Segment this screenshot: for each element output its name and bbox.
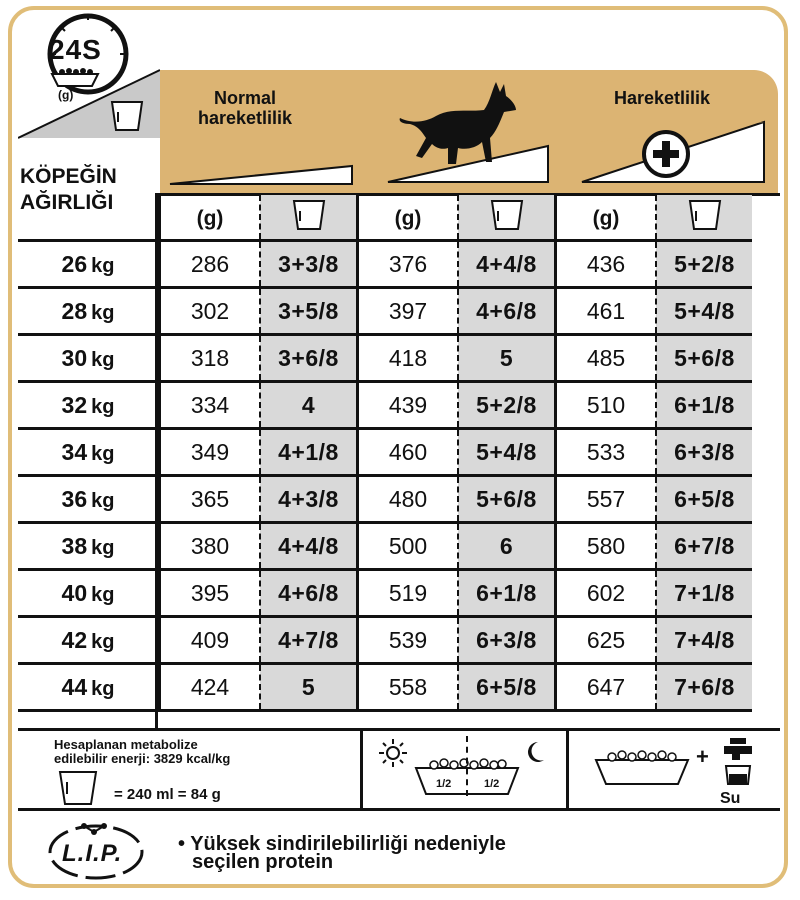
half-portion-left: 1/2 [436,778,452,790]
cup-equivalence: = 240 ml = 84 g [114,786,221,803]
weight-cell [18,429,160,476]
footer-rule-top [18,728,780,731]
normal-cups-cell: 3+5/8 [260,288,358,335]
weight-unit: kg [91,301,115,324]
dog-weight-label: KÖPEĞİN AĞIRLIĞI [20,165,117,214]
weight-cell [18,288,160,335]
medium-grams-cell: 480 [358,476,459,523]
medium-grams-cell: 376 [358,241,459,288]
subheader-cup [656,195,752,241]
dog-silhouette-icon [392,78,522,170]
high-grams-cell: 510 [556,382,657,429]
time-label: 24S [49,34,102,65]
plus-icon [640,128,692,180]
medium-grams-cell: 558 [358,664,459,711]
table-row [18,288,752,335]
medium-grams-cell: 397 [358,288,459,335]
subheader-g: (g) [160,195,261,241]
high-cups-cell: 5+4/8 [656,288,752,335]
weight-unit: kg [91,677,115,700]
medium-cups-cell: 4+6/8 [458,288,556,335]
medium-cups-cell: 6+3/8 [458,617,556,664]
bowl-divider [466,736,468,796]
high-cups-cell: 6+5/8 [656,476,752,523]
water-tap-icon [716,736,760,786]
food-bowl-icon [50,66,100,88]
high-grams-cell: 647 [556,664,657,711]
high-grams-cell: 625 [556,617,657,664]
table-row [18,241,752,288]
water-label: Su [720,790,741,807]
medium-grams-cell: 539 [358,617,459,664]
table-row [18,429,752,476]
normal-cups-cell: 4+7/8 [260,617,358,664]
high-cups-cell: 6+1/8 [656,382,752,429]
high-cups-cell: 7+1/8 [656,570,752,617]
normal-grams-cell: 365 [160,476,261,523]
weight-unit: kg [91,348,115,371]
high-activity-title: Hareketlilik [613,88,711,108]
medium-cups-cell: 6+1/8 [458,570,556,617]
high-grams-cell: 580 [556,523,657,570]
normal-cups-cell: 4+1/8 [260,429,358,476]
subheader-cup [260,195,358,241]
weight-cell [18,382,160,429]
medium-cups-cell: 4+4/8 [458,241,556,288]
low-slope-icon [168,160,356,188]
normal-cups-cell: 4+4/8 [260,523,358,570]
weight-value: 34 [61,438,88,465]
weight-value: 36 [61,485,88,512]
weight-cell [18,476,160,523]
weight-unit: kg [91,442,115,465]
high-grams-cell: 557 [556,476,657,523]
medium-cups-cell: 5+6/8 [458,476,556,523]
medium-grams-cell: 500 [358,523,459,570]
high-cups-cell: 7+4/8 [656,617,752,664]
normal-cups-cell: 4+3/8 [260,476,358,523]
weight-cell [18,335,160,382]
high-cups-cell: 6+3/8 [656,429,752,476]
normal-grams-cell: 424 [160,664,261,711]
normal-grams-cell: 409 [160,617,261,664]
weight-value: 28 [61,297,88,324]
normal-cups-cell: 4+6/8 [260,570,358,617]
weight-cell [18,523,160,570]
normal-cups-cell: 5 [260,664,358,711]
normal-cups-cell: 3+6/8 [260,335,358,382]
high-grams-cell: 533 [556,429,657,476]
half-portion-right: 1/2 [484,778,500,790]
weight-value: 26 [61,250,88,277]
medium-grams-cell: 439 [358,382,459,429]
weight-cell [18,570,160,617]
weight-value: 38 [61,532,88,559]
measuring-cup-icon [688,197,722,231]
high-grams-cell: 436 [556,241,657,288]
normal-grams-cell: 380 [160,523,261,570]
high-grams-cell: 602 [556,570,657,617]
sun-icon [378,738,408,768]
table-row [18,570,752,617]
footer-vline-1 [360,728,363,810]
normal-grams-cell: 318 [160,335,261,382]
table-row [18,664,752,711]
measuring-cup-icon [292,197,326,231]
high-cups-cell: 5+6/8 [656,335,752,382]
weight-unit: kg [91,536,115,559]
medium-grams-cell: 519 [358,570,459,617]
table-subheader-row [18,195,752,241]
protein-note-line2: seçilen protein [192,851,334,873]
high-cups-cell: 7+6/8 [656,664,752,711]
subheader-g: (g) [358,195,459,241]
normal-cups-cell: 4 [260,382,358,429]
weight-value: 42 [61,626,88,653]
table-row [18,617,752,664]
table-row [18,476,752,523]
energy-label-line1: Hesaplanan metabolize [54,737,198,752]
weight-cell [18,617,160,664]
feeding-table-grid [18,195,752,712]
plus-sign: + [696,744,709,769]
moon-icon [524,740,546,764]
weight-cell [18,664,160,711]
medium-cups-cell: 5 [458,335,556,382]
normal-activity-title: Normal hareketlilik [197,88,293,128]
subheader-g: (g) [556,195,657,241]
weight-unit: kg [91,489,115,512]
weight-unit: kg [91,254,115,277]
medium-grams-cell: 460 [358,429,459,476]
medium-cups-cell: 5+4/8 [458,429,556,476]
medium-grams-cell: 418 [358,335,459,382]
energy-label-line2: edilebilir enerji: 3829 kcal/kg [54,751,231,766]
medium-cups-cell: 5+2/8 [458,382,556,429]
table-row [18,382,752,429]
measuring-cup-icon [58,768,98,806]
footer-rule-bottom [18,808,780,811]
weight-value: 40 [61,579,88,606]
protein-note-line1: • Yüksek sindirilebilirliği nedeniyle [178,833,506,855]
weight-value: 44 [61,673,88,700]
medium-cups-cell: 6 [458,523,556,570]
weight-value: 30 [61,344,88,371]
high-cups-cell: 6+7/8 [656,523,752,570]
lip-logo-text: L.I.P. [62,840,123,867]
measuring-cup-icon [490,197,524,231]
normal-grams-cell: 395 [160,570,261,617]
table-row [18,335,752,382]
full-bowl-icon [592,748,692,788]
normal-grams-cell: 302 [160,288,261,335]
weight-unit: kg [91,395,115,418]
high-grams-cell: 461 [556,288,657,335]
table-body [18,241,752,711]
weight-value: 32 [61,391,88,418]
gram-unit-label: (g) [58,88,74,102]
high-grams-cell: 485 [556,335,657,382]
footer-vline-2 [566,728,569,810]
weight-cell [18,241,160,288]
measuring-cup-icon [110,98,144,132]
subheader-cup [458,195,556,241]
weight-unit: kg [91,630,115,653]
medium-cups-cell: 6+5/8 [458,664,556,711]
high-cups-cell: 5+2/8 [656,241,752,288]
normal-grams-cell: 334 [160,382,261,429]
weight-unit: kg [91,583,115,606]
table-row [18,523,752,570]
normal-grams-cell: 349 [160,429,261,476]
normal-cups-cell: 3+3/8 [260,241,358,288]
normal-grams-cell: 286 [160,241,261,288]
